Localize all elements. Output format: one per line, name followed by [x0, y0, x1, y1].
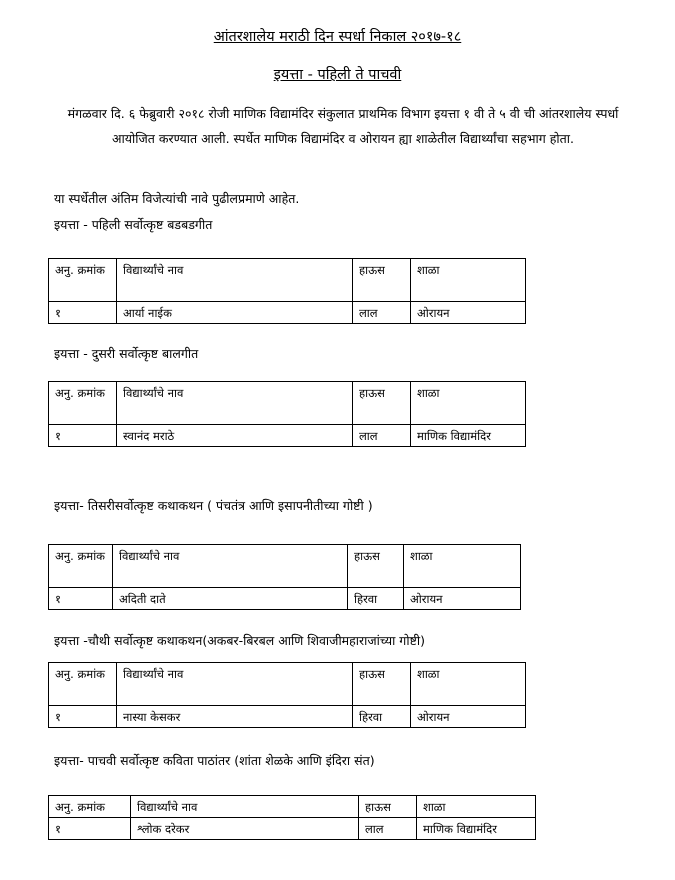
table-header-row: [49, 545, 521, 588]
table-row: [49, 818, 536, 840]
header-school: शाळा: [417, 796, 536, 818]
cell-serial: १: [49, 588, 113, 610]
section-heading-class-5: इयत्ता- पाचवी सर्वोत्कृष्ट कविता पाठांतर (शांता शेळके आणि इंदिरा संत): [54, 753, 375, 768]
section-heading-class-2: इयत्ता - दुसरी सर्वोत्कृष्ट बालगीत: [54, 346, 199, 361]
cell-house: लाल: [353, 425, 411, 447]
winners-lead-text: या स्पर्धेतील अंतिम विजेत्यांची नावे पुढीलप्रमाणे आहेत.: [54, 191, 300, 206]
page-title: आंतरशालेय मराठी दिन स्पर्धा निकाल २०१७-१८: [213, 29, 462, 45]
results-table-class-5: [48, 795, 536, 840]
table-row: [49, 706, 526, 728]
section-heading-class-3: इयत्ता- तिसरीसर्वोत्कृष्ट कथाकथन ( पंचतंत्र आणि इसापनीतीच्या गोष्टी ): [54, 498, 373, 513]
header-house: हाऊस: [353, 382, 411, 425]
header-school: शाळा: [411, 382, 526, 425]
table-row: [49, 425, 526, 447]
header-serial: अनु. क्रमांक: [49, 545, 113, 588]
cell-school: ओरायन: [404, 588, 521, 610]
header-serial: अनु. क्रमांक: [49, 796, 131, 818]
cell-student: नास्या केसकर: [117, 706, 353, 728]
header-student: विद्यार्थ्यांचे नाव: [117, 382, 353, 425]
header-school: शाळा: [411, 259, 526, 302]
header-house: हाऊस: [348, 545, 404, 588]
header-school: शाळा: [411, 663, 526, 706]
table-header-row: [49, 382, 526, 425]
header-house: हाऊस: [353, 259, 411, 302]
header-house: हाऊस: [353, 663, 411, 706]
header-serial: अनु. क्रमांक: [49, 663, 117, 706]
results-table-class-2: [48, 381, 526, 447]
cell-school: माणिक विद्यामंदिर: [417, 818, 536, 840]
cell-serial: १: [49, 425, 117, 447]
cell-student: अदिती दाते: [113, 588, 348, 610]
table-row: [49, 588, 521, 610]
header-serial: अनु. क्रमांक: [49, 259, 117, 302]
header-house: हाऊस: [359, 796, 417, 818]
cell-school: ओरायन: [411, 706, 526, 728]
table-header-row: [49, 796, 536, 818]
header-student: विद्यार्थ्यांचे नाव: [113, 545, 348, 588]
section-heading-class-4: इयत्ता -चौथी सर्वोत्कृष्ट कथाकथन(अकबर-बिरबल आणि शिवाजीमहाराजांच्या गोष्टी): [54, 633, 425, 648]
table-header-row: [49, 663, 526, 706]
header-student: विद्यार्थ्यांचे नाव: [131, 796, 359, 818]
cell-student: श्लोक दरेकर: [131, 818, 359, 840]
header-serial: अनु. क्रमांक: [49, 382, 117, 425]
table-header-row: [49, 259, 526, 302]
results-table-class-3: [48, 544, 521, 610]
table-row: [49, 302, 526, 324]
cell-school: ओरायन: [411, 302, 526, 324]
header-student: विद्यार्थ्यांचे नाव: [117, 663, 353, 706]
results-table-class-4: [48, 662, 526, 728]
cell-serial: १: [49, 706, 117, 728]
header-student: विद्यार्थ्यांचे नाव: [117, 259, 353, 302]
page-subtitle: इयत्ता - पहिली ते पाचवी: [273, 67, 402, 83]
intro-paragraph: मंगळवार दि. ६ फेब्रुवारी २०१८ रोजी माणिक विद्यामंदिर संकुलात प्राथमिक विभाग इयत्ता १ वी ते ५ वी ची आंतरशालेय स्पर्धा आयोजित करण्यात आली. स्पर्धेत माणिक विद्यामंदिर व ओरायन ह्या शाळेतील विद्यार्थ्यांचा सहभाग होता.: [67, 106, 619, 146]
cell-serial: १: [49, 818, 131, 840]
cell-house: हिरवा: [348, 588, 404, 610]
cell-house: लाल: [359, 818, 417, 840]
cell-student: आर्या नाईक: [117, 302, 353, 324]
cell-serial: १: [49, 302, 117, 324]
section-heading-class-1: इयत्ता - पहिली सर्वोत्कृष्ट बडबडगीत: [54, 217, 213, 232]
header-school: शाळा: [404, 545, 521, 588]
cell-school: माणिक विद्यामंदिर: [411, 425, 526, 447]
cell-house: लाल: [353, 302, 411, 324]
cell-student: स्वानंद मराठे: [117, 425, 353, 447]
results-table-class-1: [48, 258, 526, 324]
cell-house: हिरवा: [353, 706, 411, 728]
